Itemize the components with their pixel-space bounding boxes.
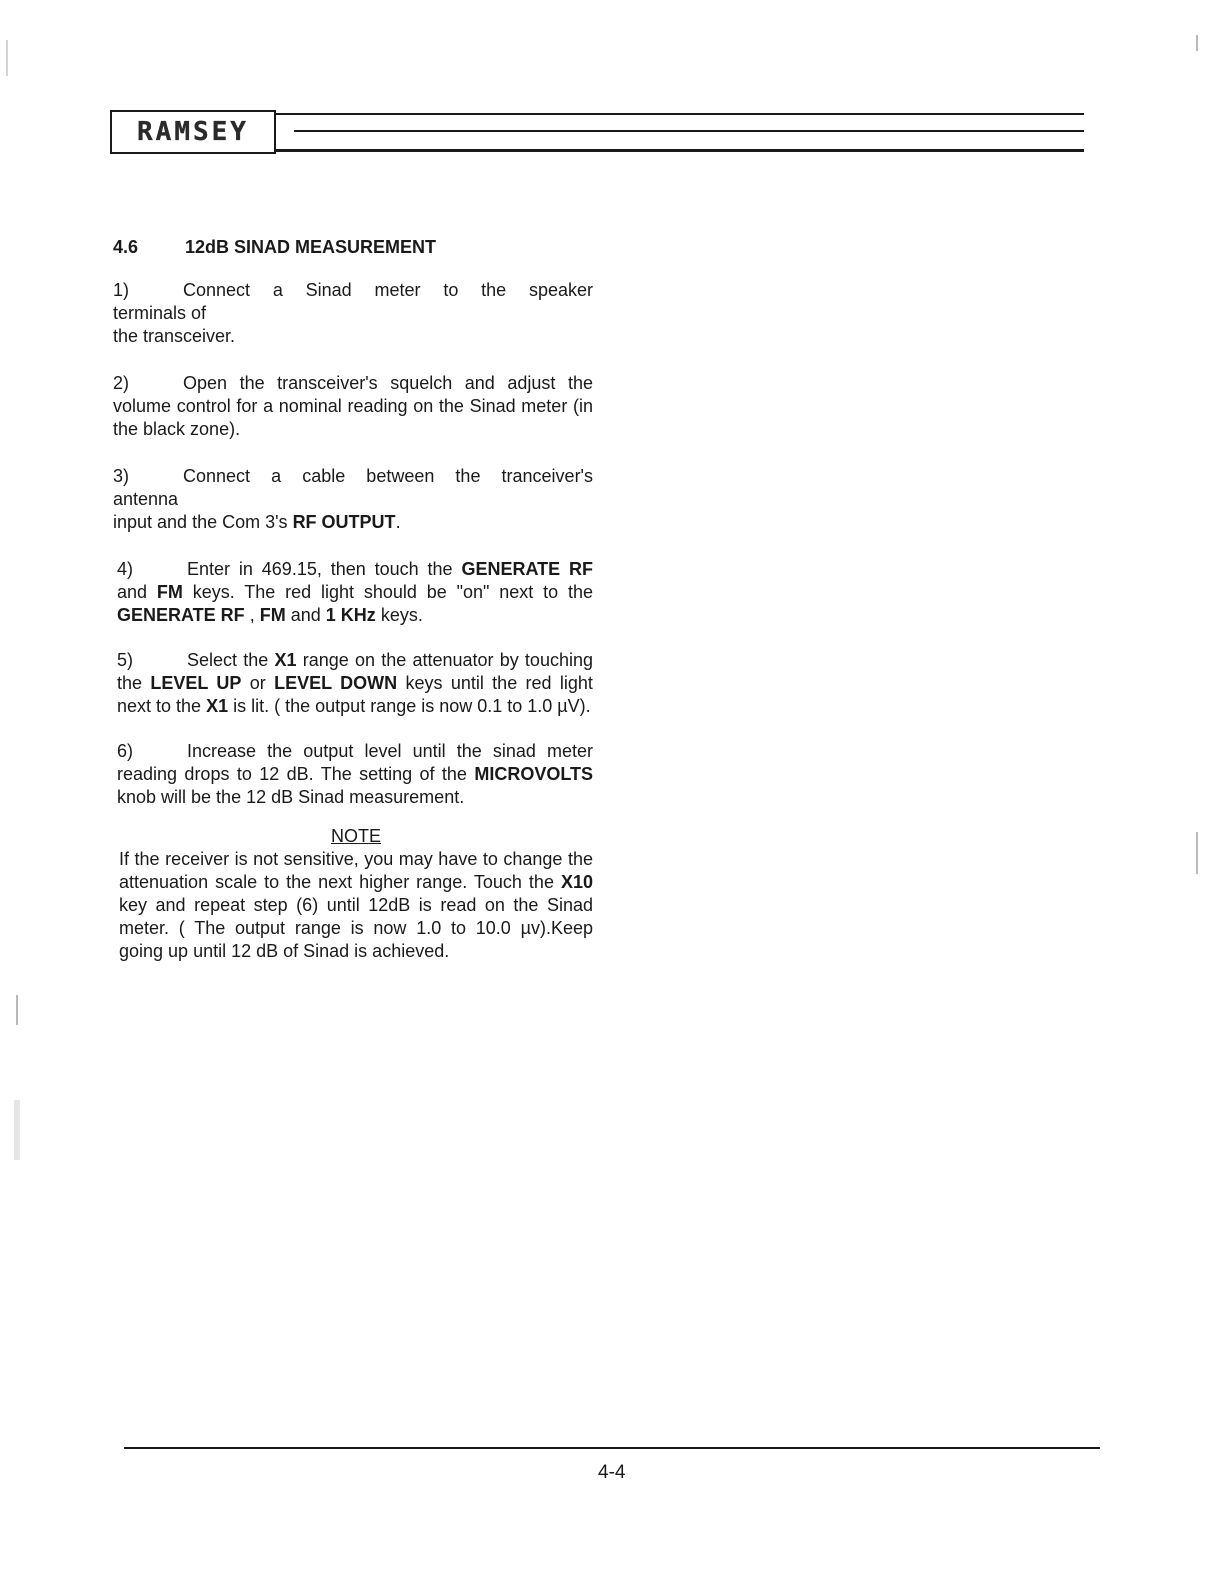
header-rule-top: [276, 113, 1084, 115]
step-text: range on the attenuator by touching the: [117, 650, 593, 693]
header-rule-middle: [294, 130, 1084, 132]
step-text: Increase the output level until the sinad meter reading drops to 12 dB. The setting of the: [117, 741, 593, 784]
scan-mark: [14, 1100, 20, 1160]
section-content: [113, 236, 593, 963]
note-text: If the receiver is not sensitive, you may have to change the attenuation scale to the next higher range. Touch the: [119, 849, 593, 892]
key-label: 1 KHz: [325, 605, 376, 625]
key-label: FM: [259, 605, 286, 625]
step-number: 5): [117, 650, 134, 670]
step-text: Connect a cable between the tranceiver's: [183, 466, 593, 486]
section-heading: [113, 236, 593, 259]
step-text: Enter in 469.15, then touch the: [187, 559, 453, 579]
scan-mark: [1196, 832, 1198, 874]
key-label: FM: [156, 582, 183, 602]
step-text: keys until the red light next to the: [117, 673, 593, 716]
footer-rule: [124, 1447, 1100, 1449]
key-label: X1: [206, 696, 229, 716]
key-label: MICROVOLTS: [474, 764, 593, 784]
step-5: [113, 649, 593, 718]
step-number: 2): [113, 373, 130, 393]
step-text: terminals of: [113, 303, 207, 323]
step-number: 6): [117, 741, 134, 761]
step-number: 1): [113, 280, 130, 300]
step-text: Select the: [187, 650, 269, 670]
step-number: 3): [113, 466, 130, 486]
section-number: 4.6: [113, 237, 139, 257]
scan-mark: [16, 995, 18, 1025]
step-text: ,: [249, 605, 255, 625]
header-rule-bottom: [276, 149, 1084, 152]
step-2: [113, 372, 593, 441]
key-label: GENERATE RF: [461, 559, 593, 579]
step-text: and: [117, 582, 148, 602]
logo-text: RAMSEY: [137, 117, 249, 147]
step-text: or: [249, 673, 266, 693]
key-label: LEVEL UP: [150, 673, 242, 693]
ramsey-logo: [110, 110, 276, 154]
step-number: 4): [117, 559, 134, 579]
note-title: NOTE: [330, 826, 381, 846]
step-text: Connect a Sinad meter to the speaker: [183, 280, 593, 300]
note-text: key and repeat step (6) until 12dB is read on the Sinad meter. ( The output range is now 1.0 to 10.0 µv).Keep going up until 12 dB of Sinad is achieved.: [119, 895, 593, 961]
scan-mark: [1196, 35, 1198, 51]
step-text: is lit. ( the output range is now 0.1 to 1.0 µV).: [233, 696, 591, 716]
step-4: [113, 558, 593, 627]
key-label: RF OUTPUT: [292, 512, 396, 532]
step-text: input and the Com 3's: [113, 512, 288, 532]
key-label: X1: [274, 650, 297, 670]
step-6: [113, 740, 593, 809]
note-block: [113, 825, 593, 963]
scan-mark: [6, 40, 8, 76]
step-text: keys. The red light should be "on" next to the: [192, 582, 593, 602]
section-title: 12dB SINAD MEASUREMENT: [185, 237, 437, 257]
step-text: and: [290, 605, 321, 625]
step-text: knob will be the 12 dB Sinad measurement.: [117, 787, 465, 807]
step-text: .: [395, 512, 401, 532]
step-text: the transceiver.: [113, 326, 236, 346]
page-number: 4-4: [598, 1462, 626, 1483]
key-label: GENERATE RF: [117, 605, 245, 625]
key-label: X10: [560, 872, 593, 892]
step-text: keys.: [380, 605, 423, 625]
step-1: [113, 279, 593, 348]
key-label: LEVEL DOWN: [274, 673, 398, 693]
step-text: Open the transceiver's squelch and adjust the volume control for a nominal reading on the Sinad meter (in the black zone).: [113, 373, 593, 439]
step-3: [113, 465, 593, 534]
step-text: antenna: [113, 489, 179, 509]
